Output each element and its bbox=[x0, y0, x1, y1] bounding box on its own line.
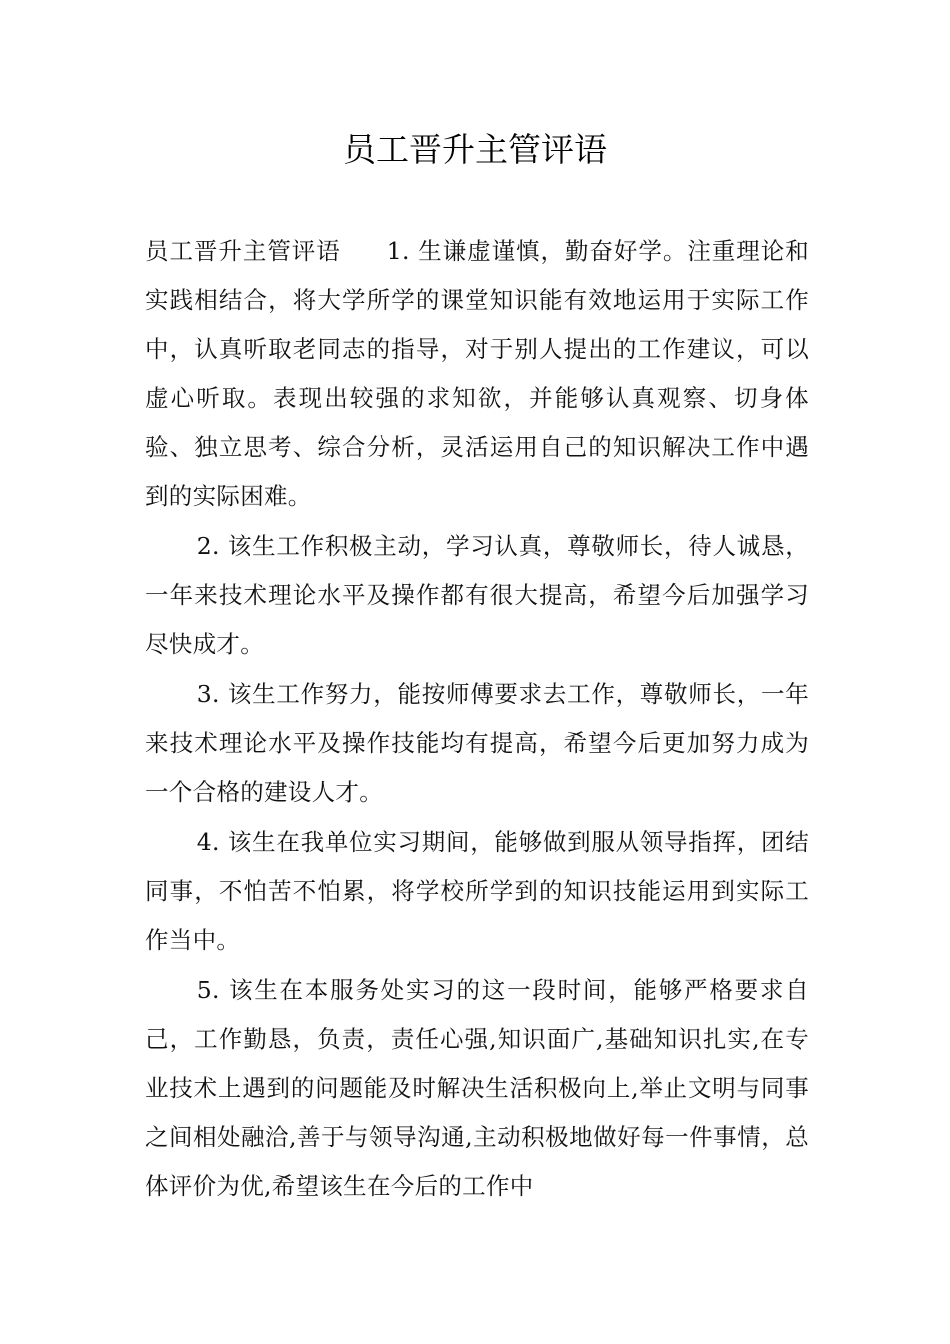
paragraph-4: 4. 该生在我单位实习期间，能够做到服从领导指挥，团结同事，不怕苦不怕累，将学校所学到的知识技能运用到实际工作当中。 bbox=[145, 828, 809, 954]
paragraph-lead-label: 员工晋升主管评语 bbox=[145, 237, 341, 265]
document-title: 员工晋升主管评语 bbox=[343, 130, 607, 169]
paragraph-1 bbox=[145, 227, 809, 521]
paragraph-3: 3. 该生工作努力，能按师傅要求去工作，尊敬师长，一年来技术理论水平及操作技能均有提高，希望今后更加努力成为一个合格的建设人才。 bbox=[145, 680, 809, 806]
paragraph-5: 5. 该生在本服务处实习的这一段时间，能够严格要求自己，工作勤恳，负责，责任心强,知识面广,基础知识扎实,在专业技术上遇到的问题能及时解决生活积极向上,举止文明与同事之间相处融洽,善于与领导沟通,主动积极地做好每一件事情，总体评价为优,希望该生在今后的工作中 bbox=[145, 976, 809, 1200]
paragraph-text: 1. 生谦虚谨慎，勤奋好学。注重理论和实践相结合，将大学所学的课堂知识能有效地运用于实际工作中，认真听取老同志的指导，对于别人提出的工作建议，可以虚心听取。表现出较强的求知欲，并能够认真观察、切身体验、独立思考、综合分析，灵活运用自己的知识解决工作中遇到的实际困难。 bbox=[145, 237, 809, 510]
paragraph-2: 2. 该生工作积极主动，学习认真，尊敬师长，待人诚恳，一年来技术理论水平及操作都有很大提高，希望今后加强学习尽快成才。 bbox=[145, 532, 809, 658]
document-body bbox=[145, 227, 809, 1211]
